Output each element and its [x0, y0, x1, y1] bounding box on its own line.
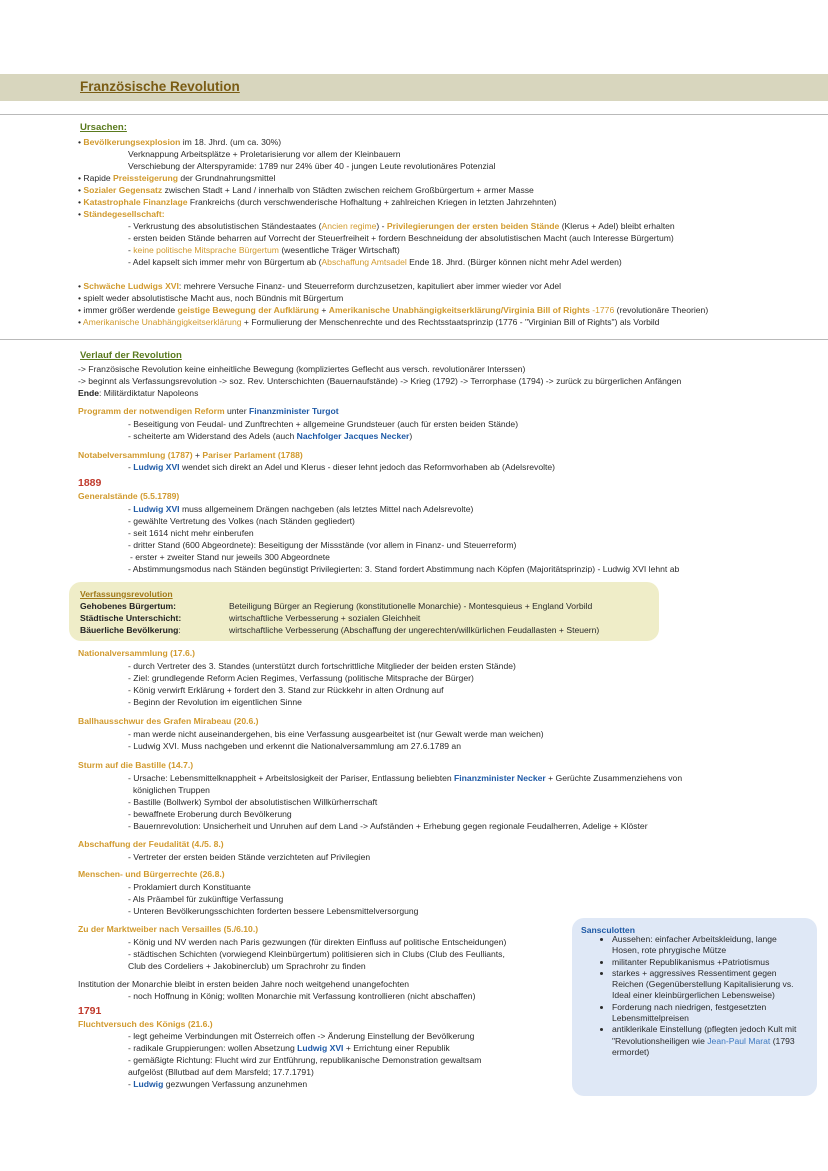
term: Schwäche Ludwigs XVI: [83, 281, 179, 291]
event-line: [128, 504, 473, 514]
group-label: Städtische Unterschicht:: [80, 613, 182, 623]
section-heading-verlauf: Verlauf der Revolution: [80, 350, 182, 361]
event-line: - Vertreter der ersten beiden Stände verzichteten auf Privilegien: [128, 852, 371, 862]
text: + Formulierung der Menschenrechte und des Rechtsstaatsprinzip (1776 - "Virginian Bill of Rights") als Vorbild: [241, 317, 660, 327]
event-heading: Fluchtversuch des Königs (21.6.): [78, 1019, 213, 1029]
event-line: Club des Cordeliers + Jakobinerclub) um Sprachrohr zu finden: [128, 961, 366, 971]
event-heading: Abschaffung der Feudalität (4./5. 8.): [78, 839, 224, 849]
event-line: - legt geheime Verbindungen mit Österreich offen -> Änderung Einstellung der Bevölkerung: [128, 1031, 475, 1041]
text: der Grundnahrungsmittel: [177, 173, 276, 183]
cause-line: • Sozialer Gegensatz zwischen Stadt + Land / innerhalb von Städten zwischen reichem Großbürgertum + armer Masse: [78, 185, 534, 195]
text: -: [128, 245, 134, 255]
event-line: - gewählte Vertretung des Volkes (nach Ständen gegliedert): [128, 516, 355, 526]
event-line: - Ludwig XVI. Muss nachgeben und erkennt die Nationalversammlung am 27.6.1789 an: [128, 741, 461, 751]
text: im 18. Jhrd. (um ca. 30%): [180, 137, 282, 147]
text: - Ursache: Lebensmittelknappheit + Arbeitslosigkeit der Pariser, Entlassung beliebten: [128, 773, 455, 783]
event-heading: [78, 406, 339, 416]
event-line: - städtischen Schichten (vorwiegend Kleinbürgertum) politisieren sich in Clubs (Club des Feulliants,: [128, 949, 505, 959]
event-line: - König und NV werden nach Paris gezwungen (für direkten Einfluss auf politische Entscheidungen): [128, 937, 507, 947]
person: Ludwig: [133, 1079, 164, 1089]
text: gezwungen Verfassung anzunehmen: [163, 1079, 308, 1089]
verlauf-line: -> beginnt als Verfassungsrevolution -> soz. Rev. Unterschichten (Bauernaufstände) -> Krieg (1792) -> Terrorphase (1794) -> zurück zu bürgerlichen Anfängen: [78, 376, 682, 386]
term: Notabelversammlung (1787): [78, 450, 193, 460]
term: Ende: [78, 388, 100, 398]
verlauf-line: -> Französische Revolution keine einheitliche Bewegung (kompliziertes Geflecht aus versch. revolutionärer Interssen): [78, 364, 526, 374]
text: unter: [224, 406, 249, 416]
event-line: [128, 1079, 307, 1089]
event-line: - erster + zweiter Stand nur jeweils 300 Abgeordnete: [130, 552, 330, 562]
text: - Adel kapselt sich immer mehr von Bürgertum ab (: [128, 257, 322, 267]
term: Amerikanische Unabhängigkeitserklärung/Virginia Bill of Rights: [328, 305, 590, 315]
cause-line: [128, 257, 622, 267]
event-line: - noch Hoffnung in König; wollten Monarchie mit Verfassung kontrollieren (nicht abschaffen): [128, 991, 476, 1001]
divider: [0, 339, 828, 340]
group-goal: wirtschaftliche Verbesserung (Abschaffung der ungerechten/willkürlichen Feudallasten + Steuern): [229, 625, 600, 635]
event-line: - gemäßigte Richtung: Flucht wird zur Entführung, republikanische Demonstration gewaltsam: [128, 1055, 482, 1065]
list-item: • Aussehen: einfacher Arbeitskleidung, lange Hosen, rote phrygische Mütze: [612, 934, 802, 957]
cause-line: • Katastrophale Finanzlage Frankreichs (durch verschwenderische Hofhaltung + zahlreichen Kriegen in letzten Jahrzehnten): [78, 197, 557, 207]
term: Sozialer Gegensatz: [83, 185, 163, 195]
text: immer größer werdende: [83, 305, 178, 315]
event-heading: Sturm auf die Bastille (14.7.): [78, 760, 194, 770]
text: - scheiterte am Widerstand des Adels (auch: [128, 431, 297, 441]
event-line: - Bauernrevolution: Unsicherheit und Unruhen auf dem Land -> Aufständen + Erhebung gegen regionale Feudalherren, Adelige + Klöster: [128, 821, 648, 831]
event-line: - Ziel: grundlegende Reform Acien Regimes, Verfassung (politische Mitsprache der Bürger): [128, 673, 474, 683]
term: Ständegesellschaft:: [83, 209, 165, 219]
text: ): [409, 431, 413, 441]
term: geistige Bewegung der Aufklärung: [177, 305, 319, 315]
group-goal: Beteiligung Bürger an Regierung (konstitutionelle Monarchie) - Montesquieus + England Vorbild: [229, 601, 593, 611]
group-goal: wirtschaftliche Verbesserung + sozialen Gleichheit: [229, 613, 421, 623]
page-title: Französische Revolution: [80, 79, 240, 94]
cause-line: - ersten beiden Stände beharren auf Vorrecht der Steuerfreiheit + fordern Beschneidung der absolutistischen Macht (auch Interesse Bürgertum): [128, 233, 674, 243]
cause-line: • Bevölkerungsexplosion im 18. Jhrd. (um ca. 30%): [78, 137, 282, 147]
group-label: [80, 625, 181, 635]
text: ) -: [376, 221, 387, 231]
text: (1793 ermordet): [612, 1035, 795, 1057]
person: Nachfolger Jacques Necker: [296, 431, 410, 441]
year-marker: 1889: [78, 477, 102, 489]
event-heading: Menschen- und Bürgerrechte (26.8.): [78, 869, 225, 879]
text: muss allgemeinem Drängen nachgeben (als letztes Mittel nach Adelsrevolte): [179, 504, 474, 514]
person: Ludwig XVI: [297, 1043, 344, 1053]
divider: [0, 114, 828, 115]
event-heading: Generalstände (5.5.1789): [78, 491, 180, 501]
event-line: - durch Vertreter des 3. Standes (unterstützt durch fortschrittliche Mitglieder der beiden ersten Stände): [128, 661, 516, 671]
text: : Militärdiktatur Napoleons: [99, 388, 199, 398]
event-heading: [78, 450, 303, 460]
text: Ende 18. Jhrd. (Bürger können nicht mehr Adel werden): [406, 257, 622, 267]
text: spielt weder absolutistische Macht aus, noch Bündnis mit Bürgertum: [83, 293, 344, 303]
event-line: - Unteren Bevölkerungsschichten forderten bessere Lebensmittelversorgung: [128, 906, 419, 916]
event-line: - Beginn der Revolution im eigentlichen Sinne: [128, 697, 302, 707]
text: - Verkrustung des absolutistischen Ständestaates (: [128, 221, 322, 231]
event-line: [128, 1043, 450, 1053]
term: Pariser Parlament (1788): [202, 450, 303, 460]
term: Programm der notwendigen Reform: [78, 406, 225, 416]
text: : mehrere Versuche Finanz- und Steuerreform durchzusetzen, kapituliert aber immer wieder vor Adel: [178, 281, 562, 291]
section-heading-ursachen: Ursachen:: [80, 122, 127, 133]
event-heading: Nationalversammlung (17.6.): [78, 648, 196, 658]
box-heading: Verfassungsrevolution: [80, 589, 173, 599]
event-line: - seit 1614 nicht mehr einberufen: [128, 528, 254, 538]
cause-line: Verknappung Arbeitsplätze + Proletarisierung vor allem der Kleinbauern: [128, 149, 401, 159]
cause-line: • immer größer werdende geistige Bewegung der Aufklärung + Amerikanische Unabhängigkeitserklärung/Virginia Bill of Rights -1776 (revolutionäre Theorien): [78, 305, 709, 315]
event-line: - man werde nicht auseinandergehen, bis eine Verfassung ausgearbeitet ist (nur Gewalt werde man weichen): [128, 729, 544, 739]
verlauf-line: [78, 388, 198, 398]
event-heading: Ballhausschwur des Grafen Mirabeau (20.6.): [78, 716, 259, 726]
term: Preissteigerung: [113, 173, 178, 183]
text: wendet sich direkt an Adel und Klerus - dieser lehnt jedoch das Reformvorhaben ab (Adelsrevolte): [179, 462, 556, 472]
sansculotten-box: [572, 918, 817, 1096]
event-line: [128, 431, 412, 441]
text: -: [128, 1079, 134, 1089]
cause-line: • Ständegesellschaft:: [78, 209, 165, 219]
text: antiklerikale Einstellung (pflegten jedoch Kult mit "Revolutionsheiligen wie: [612, 1024, 797, 1046]
event-line: aufgelöst (Bllutbad auf dem Marsfeld; 17.7.1791): [128, 1067, 314, 1077]
cause-line: • Amerikanische Unabhängigkeitserklärung + Formulierung der Menschenrechte und des Rechtsstaatsprinzip (1776 - "Virginian Bill of Rights") als Vorbild: [78, 317, 660, 327]
event-line: - Proklamiert durch Konstituante: [128, 882, 251, 892]
term: keine politische Mitsprache Bürgertum: [133, 245, 279, 255]
person: Ludwig XVI: [133, 462, 180, 472]
list-item: • starkes + aggressives Ressentiment gegen Reichen (Gegenüberstellung Kapitalisierung vs. Ideal einer kleinbürgerlichen Lebensweise): [612, 968, 802, 1002]
event-line: - Beseitigung von Feudal- und Zunftrechten + allgemeine Grundsteuer (auch für ersten beiden Stände): [128, 419, 519, 429]
text: :: [178, 625, 181, 635]
cause-line: • Rapide Preissteigerung der Grundnahrungsmittel: [78, 173, 276, 183]
term: Bevölkerungsexplosion: [83, 137, 181, 147]
text: (wesentliche Träger Wirtschaft): [278, 245, 400, 255]
event-line: Institution der Monarchie bleibt in ersten beiden Jahre noch weitgehend unangefochten: [78, 979, 410, 989]
event-line: - Abstimmungsmodus nach Ständen begünstigt Privilegierten: 3. Stand fordert Abstimmung nach Köpfen (Majoritätsprinzip) - Ludwig XVI lehnt ab: [128, 564, 680, 574]
person: Ludwig XVI: [133, 504, 180, 514]
text: (revolutionäre Theorien): [614, 305, 709, 315]
text: (Klerus + Adel) bleibt erhalten: [559, 221, 675, 231]
list-item: • Forderung nach niedrigen, festgesetzten Lebensmittelpreisen: [612, 1002, 802, 1025]
term: Amerikanische Unabhängigkeitserklärung: [82, 317, 242, 327]
text: -: [128, 504, 134, 514]
person: Finanzminister Necker: [454, 773, 546, 783]
sansculotten-list: [572, 934, 802, 1058]
cause-line: [128, 245, 400, 255]
event-line: - Als Präambel für zukünftige Verfassung: [128, 894, 284, 904]
group-label: Gehobenes Bürgertum:: [80, 601, 176, 611]
event-line: [128, 462, 555, 472]
list-item: [612, 1024, 802, 1058]
term: Abschaffung Amtsadel: [321, 257, 407, 267]
term: Bäuerliche Bevölkerung: [80, 625, 179, 635]
event-line: - bewaffnete Eroberung durch Bevölkerung: [128, 809, 292, 819]
text: Rapide: [83, 173, 114, 183]
text: +: [192, 450, 203, 460]
event-line: - Bastille (Bollwerk) Symbol der absolutistischen Willkürherrschaft: [128, 797, 378, 807]
list-item: • militanter Republikanismus +Patriotismus: [612, 957, 802, 968]
text: - radikale Gruppierungen: wollen Absetzung: [128, 1043, 298, 1053]
cause-line: • spielt weder absolutistische Macht aus, noch Bündnis mit Bürgertum: [78, 293, 344, 303]
term: Privilegierungen der ersten beiden Stände: [386, 221, 560, 231]
term: Katastrophale Finanzlage: [83, 197, 188, 207]
text: zwischen Stadt + Land / innerhalb von Städten zwischen reichem Großbürgertum + armer Masse: [162, 185, 534, 195]
text: + Errichtung einer Republik: [343, 1043, 450, 1053]
cause-line: Verschiebung der Alterspyramide: 1789 nur 24% über 40 - jungen Leute revolutionäres Potenzial: [128, 161, 496, 171]
event-heading: Zu der Marktweiber nach Versailles (5./6.10.): [78, 924, 259, 934]
box-heading: Sansculotten: [581, 925, 635, 935]
text: -: [128, 462, 134, 472]
person: Jean-Paul Marat: [707, 1035, 771, 1046]
cause-line: • Schwäche Ludwigs XVI: mehrere Versuche Finanz- und Steuerreform durchzusetzen, kapituliert aber immer wieder vor Adel: [78, 281, 562, 291]
event-line: [128, 773, 682, 783]
person: Finanzminister Turgot: [248, 406, 339, 416]
event-line: - dritter Stand (600 Abgeordnete): Beseitigung der Missstände (vor allem in Finanz- und Steuerreform): [128, 540, 517, 550]
text: +: [319, 305, 329, 315]
year-marker: 1791: [78, 1005, 102, 1017]
text: + Gerüchte Zusammenziehens von: [545, 773, 683, 783]
text: Frankreichs (durch verschwenderische Hofhaltung + zahlreichen Kriegen in letzten Jahrzehnten): [187, 197, 557, 207]
event-line: - König verwirft Erklärung + fordert den 3. Stand zur Rückkehr in alten Ordnung auf: [128, 685, 444, 695]
term: -1776: [589, 305, 615, 315]
cause-line: [128, 221, 675, 231]
event-line: königlichen Truppen: [133, 785, 210, 795]
term: Ancien regime: [321, 221, 377, 231]
